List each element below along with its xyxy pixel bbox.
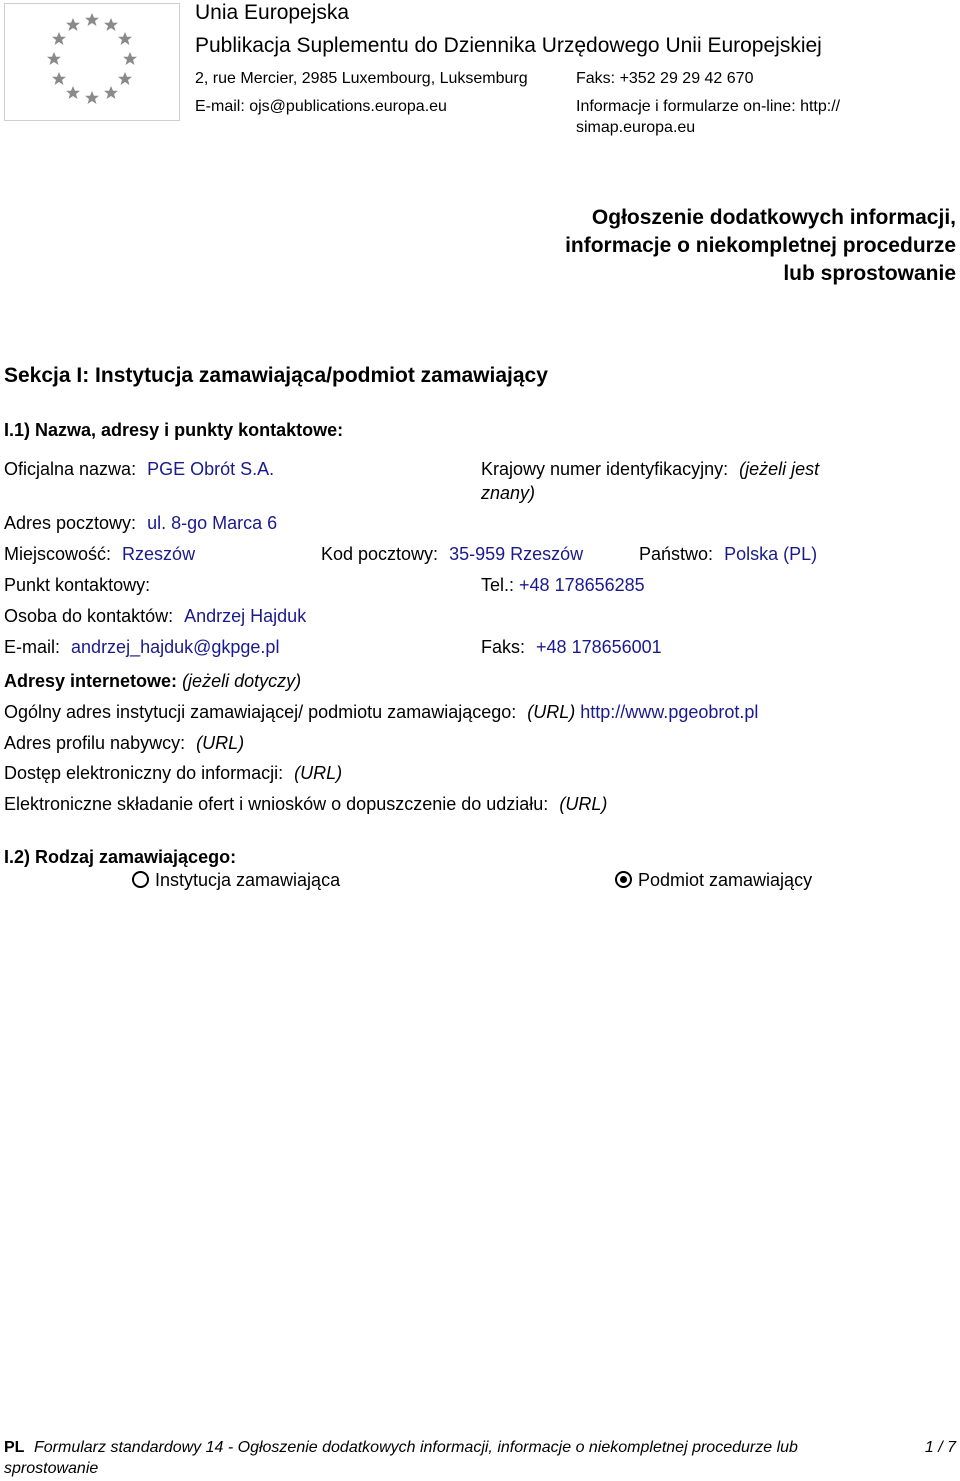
radio-selected-icon[interactable] [615, 871, 632, 888]
postcode-row [321, 544, 583, 565]
e-submission-label: Elektroniczne składanie ofert i wniosków o dopuszczenie do udziału: [4, 794, 549, 814]
town-row [4, 544, 195, 565]
national-id-label: Krajowy numer identyfikacyjny: [481, 459, 729, 479]
header-publication: Publikacja Suplementu do Dziennika Urzędowego Unii Europejskiej [195, 34, 822, 57]
fax-row [481, 637, 662, 658]
url-tag: (URL) [527, 702, 576, 722]
header-email: E-mail: ojs@publications.europa.eu [195, 98, 447, 115]
email-label: E-mail: [4, 637, 61, 657]
document-title: Ogłoszenie dodatkowych informacji, informacje o niekompletnej procedurze lub sprostowanie [565, 206, 956, 285]
national-id-row [481, 459, 819, 480]
town-value: Rzeszów [122, 544, 196, 564]
header-org: Unia Europejska [195, 1, 350, 24]
official-name-row [4, 459, 274, 480]
tel-label: Tel.: [481, 575, 515, 595]
page-number: 1 / 7 [924, 1439, 956, 1456]
general-address-row [4, 702, 758, 723]
subsection-title-2: I.2) Rodzaj zamawiającego: [4, 847, 237, 867]
header-info-line1: Informacje i formularze on-line: http:// [576, 98, 841, 115]
general-address-link[interactable]: http://www.pgeobrot.pl [580, 702, 759, 722]
section-title: Sekcja I: Instytucja zamawiająca/podmiot zamawiający [4, 364, 548, 387]
subsection-title-1: I.1) Nazwa, adresy i punkty kontaktowe: [4, 420, 344, 440]
buyer-profile-label: Adres profilu nabywcy: [4, 733, 186, 753]
postcode-label: Kod pocztowy: [321, 544, 439, 564]
internet-row [4, 671, 301, 692]
url-tag: (URL) [559, 794, 608, 814]
header-info-line2: simap.europa.eu [576, 119, 696, 136]
footer-form-line1: Formularz standardowy 14 - Ogłoszenie dodatkowych informacji, informacje o niekompletnej procedurze lub [34, 1439, 798, 1456]
email-row [4, 637, 279, 658]
fax-value: +48 178656001 [536, 637, 662, 657]
general-address-label: Ogólny adres instytucji zamawiającej/ podmiotu zamawiającego: [4, 702, 517, 722]
e-access-label: Dostęp elektroniczny do informacji: [4, 763, 284, 783]
email-value[interactable]: andrzej_hajduk@gkpge.pl [71, 637, 280, 657]
postal-label: Adres pocztowy: [4, 513, 137, 533]
e-submission-row [4, 794, 607, 815]
national-id-note: (jeżeli jest [739, 459, 820, 479]
internet-label: Adresy internetowe: [4, 671, 178, 691]
contact-point-label: Punkt kontaktowy: [4, 575, 151, 595]
header-fax: Faks: +352 29 29 42 670 [576, 70, 754, 87]
national-id-note-2: znany) [481, 483, 536, 503]
country-value: Polska (PL) [724, 544, 818, 564]
official-name-label: Oficjalna nazwa: [4, 459, 137, 479]
radio-option-contracting-authority[interactable] [132, 870, 340, 891]
person-label: Osoba do kontaktów: [4, 606, 174, 626]
eu-stars-icon [5, 4, 179, 120]
town-label: Miejscowość: [4, 544, 112, 564]
postal-row [4, 513, 277, 534]
person-value: Andrzej Hajduk [184, 606, 307, 626]
tel-value: +48 178656285 [519, 575, 645, 595]
official-name-value: PGE Obrót S.A. [147, 459, 275, 479]
radio-unselected-icon[interactable] [132, 871, 149, 888]
url-tag: (URL) [196, 733, 245, 753]
person-row [4, 606, 306, 627]
radio-option-label: Instytucja zamawiająca [155, 870, 341, 890]
url-tag: (URL) [294, 763, 343, 783]
e-access-row [4, 763, 342, 784]
footer-language: PL [4, 1439, 25, 1456]
footer-form-line2: sprostowanie [4, 1460, 99, 1477]
country-row [639, 544, 817, 565]
radio-option-label: Podmiot zamawiający [638, 870, 813, 890]
internet-note: (jeżeli dotyczy) [182, 671, 302, 691]
fax-label: Faks: [481, 637, 526, 657]
buyer-profile-row [4, 733, 244, 754]
header-address: 2, rue Mercier, 2985 Luxembourg, Luksemburg [195, 70, 528, 87]
tel-row [481, 575, 645, 596]
postcode-value: 35-959 Rzeszów [449, 544, 584, 564]
postal-value: ul. 8-go Marca 6 [147, 513, 278, 533]
radio-option-contracting-entity[interactable] [615, 870, 812, 891]
country-label: Państwo: [639, 544, 714, 564]
eu-logo [4, 3, 180, 121]
